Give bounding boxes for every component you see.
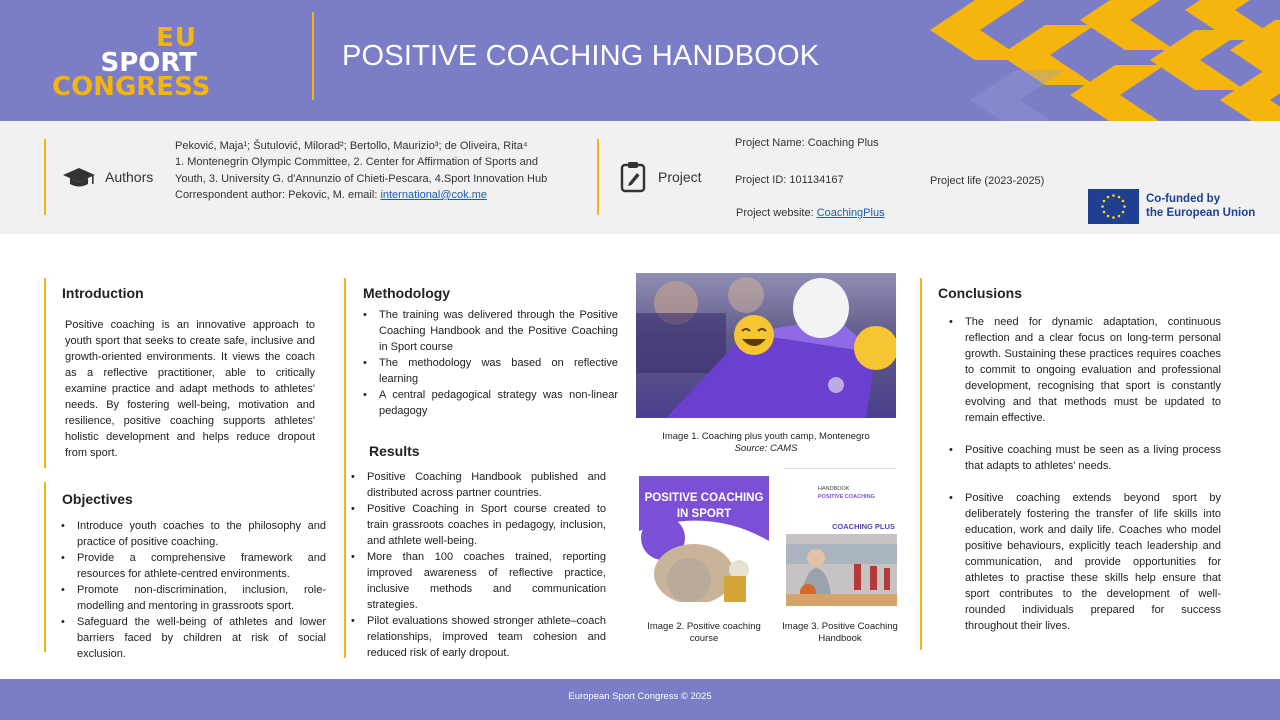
objective-item: • Promote non-discrimination, inclusion, role-modelling and mentoring in grassroots sport. (61, 582, 326, 614)
handbook-photo-illustration (786, 534, 897, 606)
authors-label: Authors (105, 169, 154, 185)
authors-accent-bar (44, 139, 46, 215)
conclusion-item: • The need for dynamic adaptation, continuous reflection and a clear focus on long-term personal growth. Sustaining these practices requires coaches to commit to ongoing evaluation and professional development, recognising that sport is constantly evolving and that methods must be updated to remain effective. (949, 314, 1221, 426)
author-affiliations: 1. Montenegrin Olympic Committee, 2. Center for Affirmation of Sports and Youth, 3. University G. d'Annunzio of Chieti-Pescara, 4.Sport Innovation Hub (175, 156, 548, 185)
results-heading: Results (369, 443, 420, 459)
email-link[interactable]: international@cok.me (380, 188, 487, 201)
graduation-cap-icon (62, 167, 96, 189)
eu-flag-icon (1088, 189, 1139, 224)
methodology-heading: Methodology (363, 285, 451, 301)
conclusions-accent-bar (920, 278, 922, 650)
project-website-prefix: Project website: (736, 207, 817, 219)
handbook-brand: COACHING PLUS (832, 522, 895, 531)
clipboard-icon (620, 161, 646, 193)
authors-block (175, 138, 570, 203)
methodology-item: • The training was delivered through the Positive Coaching Handbook and the Positive Coaching in Sport course (363, 307, 618, 355)
correspondent-prefix: Correspondent author: Pekovic, M. email: (175, 188, 381, 201)
conclusions-list (949, 314, 1221, 634)
chevron-pattern-decoration (930, 0, 1280, 121)
methodology-item: • The methodology was based on reflective learning (363, 355, 618, 387)
image3-caption: Image 3. Positive Coaching Handbook (782, 621, 898, 644)
objective-item: • Introduce youth coaches to the philosophy and practice of positive coaching. (61, 518, 326, 550)
methodology-list (363, 307, 618, 419)
logo-line-eu: EU (156, 23, 197, 53)
handbook-small-label: HANDBOOK (818, 486, 850, 492)
introduction-text: Positive coaching is an innovative approach to youth sport that seeks to create safe, inclusive and growth-oriented environments. It views the coach as a reflective practitioner, able to critically examine practice and adapt methods to athletes' needs. By fostering well-being, motivation and resilience, positive coaching supports athletes' holistic development and helps reduce dropout from sport. (65, 319, 315, 459)
eu-cofunded-text (1146, 192, 1255, 220)
results-item: • Positive Coaching Handbook published and distributed across partner countries. (351, 469, 606, 501)
project-website-link[interactable]: CoachingPlus (816, 207, 885, 219)
project-life: Project life (2023-2025) (930, 175, 1045, 187)
conclusions-heading: Conclusions (938, 285, 1023, 301)
course-cover-title-line1: POSITIVE COACHING (644, 492, 764, 504)
logo-line-sport: SPORT (100, 47, 197, 78)
image-separator (784, 468, 897, 469)
eu-sport-congress-logo (52, 23, 211, 103)
objectives-list (61, 518, 326, 662)
header-banner (0, 0, 1280, 121)
image2-caption: Image 2. Positive coaching course (647, 621, 761, 644)
header-divider (312, 12, 314, 100)
eu-line-2: the European Union (1146, 207, 1256, 219)
project-id: Project ID: 101134167 (735, 174, 844, 186)
objective-item: • Safeguard the well-being of athletes and lower barriers faced by children at risk of social exclusion. (61, 614, 326, 662)
footer-copyright: European Sport Congress © 2025 (568, 691, 712, 702)
results-item: • Positive Coaching in Sport course created to train grassroots coaches in pedagogy, inclusion, and athlete well-being. (351, 501, 606, 549)
eu-line-1: Co-funded by (1146, 193, 1221, 205)
introduction-heading: Introduction (62, 285, 144, 301)
project-name: Project Name: Coaching Plus (735, 137, 879, 149)
handbook-small-title: POSITIVE COACHING (818, 494, 875, 500)
logo-line-congress: CONGRESS (52, 72, 211, 103)
page-title: POSITIVE COACHING HANDBOOK (342, 40, 820, 72)
youth-camp-illustration (636, 273, 896, 418)
info-band (0, 121, 1280, 234)
conclusion-item: • Positive coaching extends beyond sport by deliberately fostering the transfer of life skills into education, work and daily life. Coaches who model positive behaviours, explicitly teach leadership and communication, and provide opportunities for athletes to practise these skills help ensure that sport contributes to the development of well-rounded individuals prepared for success throughout their lives. (949, 490, 1221, 634)
project-website (736, 207, 885, 219)
objectives-accent-bar (44, 482, 46, 652)
results-item: • More than 100 coaches trained, reporting improved awareness of reflective practice, inclusive methods and communication strategies. (351, 549, 606, 613)
conclusion-item: • Positive coaching must be seen as a living process that adapts to athletes' needs. (949, 442, 1221, 474)
image1-caption (636, 431, 896, 455)
image1-source: Source: CAMS (734, 443, 798, 454)
correspondent-line (175, 187, 570, 203)
results-item: • Pilot evaluations showed stronger athlete–coach relationships, improved team cohesion and reduced risk of early dropout. (351, 613, 606, 661)
objective-item: • Provide a comprehensive framework and resources for athlete-centred environments. (61, 550, 326, 582)
author-names: Peković, Maja¹; Šutulović, Milorad²; Bertollo, Maurizio³; de Oliveira, Rita⁴ (175, 140, 528, 152)
course-cover-image (639, 476, 769, 602)
results-list (351, 469, 606, 661)
objectives-heading: Objectives (62, 491, 133, 507)
course-cover-title (639, 490, 769, 522)
intro-accent-bar (44, 278, 46, 468)
youth-camp-photo (636, 273, 896, 418)
image1-caption-text: Image 1. Coaching plus youth camp, Montenegro (662, 431, 870, 442)
handbook-cover-image (786, 478, 897, 606)
course-cover-title-line2: IN SPORT (676, 508, 732, 520)
footer-bar (0, 679, 1280, 720)
methodology-item: • A central pedagogical strategy was non-linear pedagogy (363, 387, 618, 419)
methodology-accent-bar (344, 278, 346, 658)
project-accent-bar (597, 139, 599, 215)
project-label: Project (658, 169, 702, 185)
